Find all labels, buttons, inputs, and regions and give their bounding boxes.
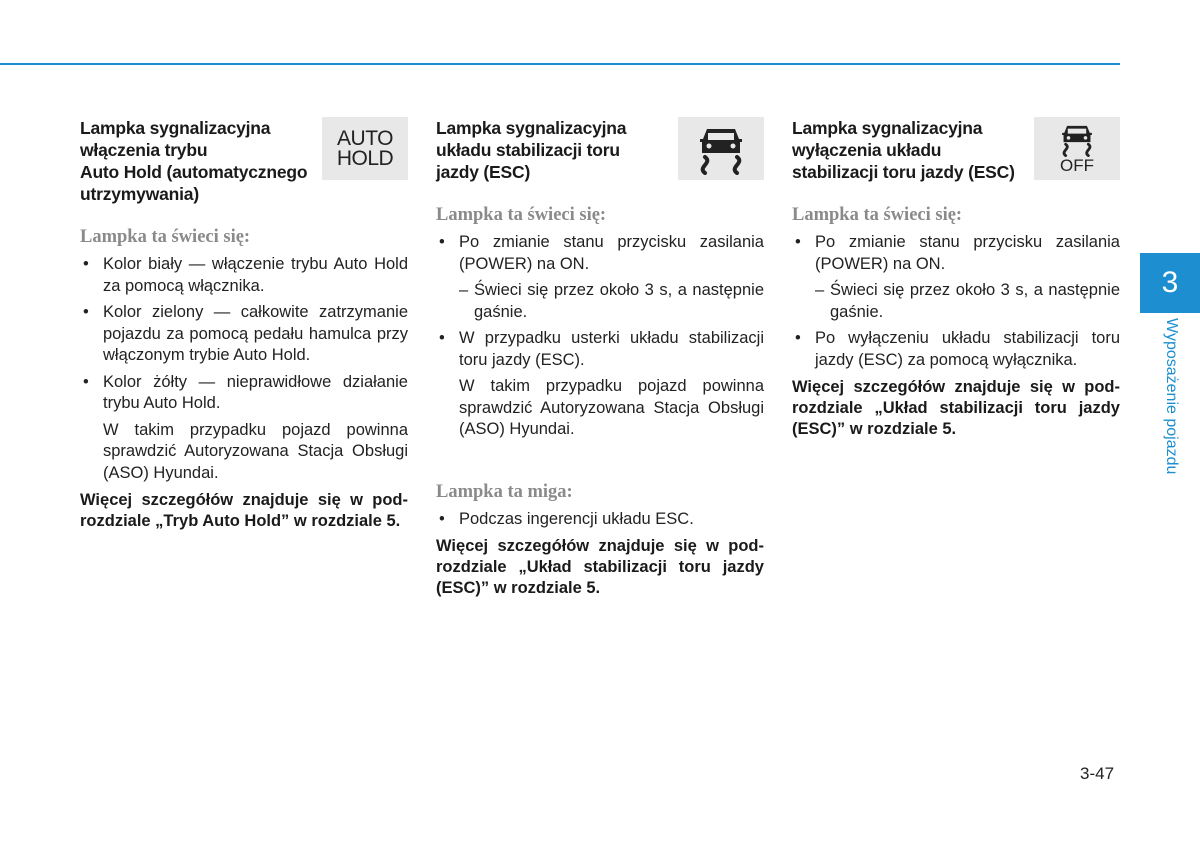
list-item: • W przypadku usterki układu stabilizacji toru jazdy (ESC). (439, 329, 764, 369)
bullet-list (80, 254, 408, 415)
esc-off-icon (1034, 117, 1120, 180)
reference-note: Więcej szczegółów znajduje się w podrozdziale „Układ stabilizacji toru jazdy (ESC)” w rozdziale 5. (436, 537, 764, 597)
list-item: • Kolor żółty — nieprawidłowe działanie trybu Auto Hold. (83, 372, 408, 412)
chapter-label: Wyposażenie pojazdu (1163, 318, 1180, 475)
esc-icon (678, 117, 764, 180)
bullet-list (792, 232, 1120, 275)
list-item: • Po zmianie stanu przycisku zasilania (POWER) na ON. (439, 233, 764, 273)
subheading: Lampka ta miga: (436, 481, 573, 502)
chapter-tab: 3 (1140, 253, 1200, 313)
esc-section (436, 117, 764, 599)
list-item-note: W takim przypadku pojazd powinna sprawdzić Autoryzowana Stacja Obsługi (ASO) Hyundai. (103, 420, 408, 482)
list-item: • Po zmianie stanu przycisku zasilania (POWER) na ON. (795, 233, 1120, 273)
auto-hold-icon-text-2: HOLD (336, 146, 394, 170)
bullet-list (436, 509, 764, 531)
subheading: Lampka ta świeci się: (792, 205, 963, 225)
list-item-note: W takim przypadku pojazd powinna sprawdzić Autoryzowana Stacja Obsługi (ASO) Hyundai. (459, 377, 764, 438)
esc-off-icon-text: OFF (1060, 156, 1094, 175)
auto-hold-section (80, 117, 408, 532)
page-number: 3-47 (1080, 764, 1115, 783)
reference-note: Więcej szczegółów znajduje się w podrozdziale „Tryb Auto Hold” w rozdziale 5. (80, 491, 408, 530)
auto-hold-icon (322, 117, 408, 180)
bullet-list (792, 328, 1120, 371)
bullet-list (436, 328, 764, 371)
section-title: Lampka sygnalizacyjna wyłączenia układu stabilizacji toru jazdy (ESC) (792, 118, 1015, 182)
auto-hold-icon-text-1: AUTO (337, 126, 393, 150)
esc-off-section (792, 117, 1120, 440)
section-title: Lampka sygnalizacyjna układu stabilizacji toru jazdy (ESC) (436, 118, 627, 182)
list-item: • Po wyłączeniu układu stabilizacji toru jazdy (ESC) za pomocą wyłącznika. (795, 329, 1120, 369)
list-subitem: – Świeci się przez około 3 s, a następnie gaśnie. (815, 281, 1120, 321)
list-item: • Podczas ingerencji układu ESC. (439, 509, 694, 528)
list-item: • Kolor zielony — całkowite zatrzymanie pojazdu za pomocą pedału hamulca przy włączonym trybie Auto Hold. (83, 303, 408, 364)
reference-note: Więcej szczegółów znajduje się w podrozdziale „Układ stabilizacji toru jazdy (ESC)” w rozdziale 5. (792, 378, 1120, 438)
section-title: Lampka sygnalizacyjna włączenia trybu Auto Hold (automatycznego utrzymywania) (80, 118, 308, 204)
subheading: Lampka ta świeci się: (436, 205, 607, 225)
top-rule (0, 63, 1120, 65)
list-subitem: – Świeci się przez około 3 s, a następnie gaśnie. (459, 281, 764, 321)
list-item: • Kolor biały — włączenie trybu Auto Hold za pomocą włącznika. (83, 255, 408, 295)
bullet-list (436, 232, 764, 275)
subheading: Lampka ta świeci się: (80, 227, 251, 247)
